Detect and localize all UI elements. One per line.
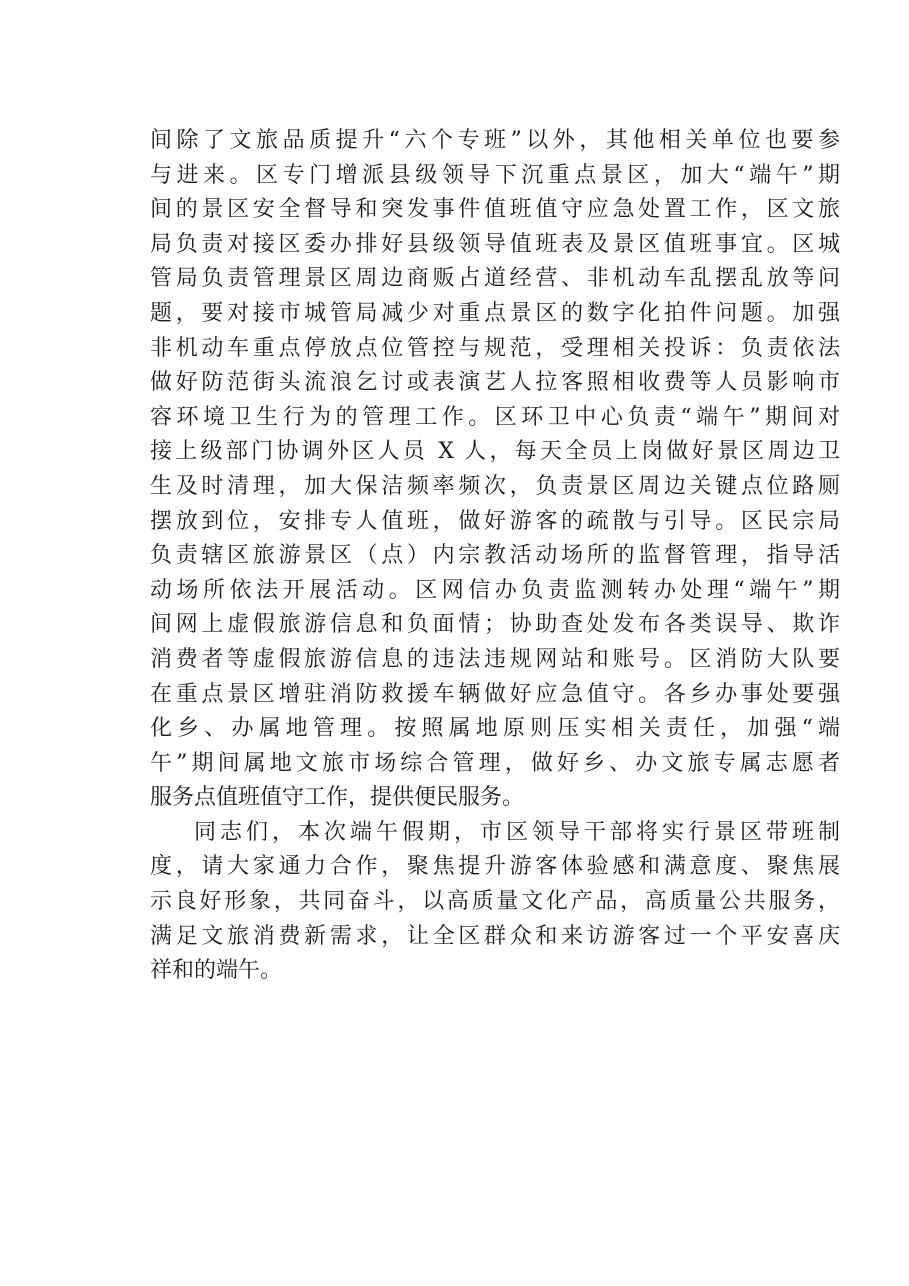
paragraph xyxy=(150,816,840,989)
text-line: 非机动车重点停放点位管控与规范，受理相关投诉：负责依法 xyxy=(150,335,840,361)
text-line: 间的景区安全督导和突发事件值班值守应急处置工作，区文旅 xyxy=(150,197,840,223)
text-line: 动场所依法开展活动。区网信办负责监测转办处理“端午”期 xyxy=(150,577,840,603)
text-line: 满足文旅消费新需求，让全区群众和来访游客过一个平安喜庆 xyxy=(150,923,840,949)
text-line: 间除了文旅品质提升“六个专班”以外，其他相关单位也要参 xyxy=(150,128,840,153)
text-line: 间网上虚假旅游信息和负面情；协助查处发布各类误导、欺诈 xyxy=(150,612,840,638)
text-line: 祥和的端午。 xyxy=(150,958,283,984)
document-body xyxy=(150,124,840,989)
text-line: 消费者等虚假旅游信息的违法违规网站和账号。区消防大队要 xyxy=(150,646,840,672)
text-line: 午”期间属地文旅市场综合管理，做好乡、办文旅专属志愿者 xyxy=(150,750,840,776)
text-line: 局负责对接区委办排好县级领导值班表及景区值班事宜。区城 xyxy=(150,231,840,257)
text-line: 管局负责管理景区周边商贩占道经营、非机动车乱摆乱放等问 xyxy=(150,266,840,292)
text-line: 做好防范街头流浪乞讨或表演艺人拉客照相收费等人员影响市 xyxy=(150,370,840,396)
text-line: 度，请大家通力合作，聚焦提升游客体验感和满意度、聚焦展 xyxy=(150,854,840,880)
text-line: 生及时清理，加大保洁频率频次，负责景区周边关键点位路厕 xyxy=(150,473,840,499)
text-line: 容环境卫生行为的管理工作。区环卫中心负责“端午”期间对 xyxy=(150,404,840,430)
text-line: 负责辖区旅游景区（点）内宗教活动场所的监督管理，指导活 xyxy=(150,543,840,569)
paragraph xyxy=(150,124,840,816)
text-line: 题，要对接市城管局减少对重点景区的数字化拍件问题。加强 xyxy=(150,300,840,326)
text-line: 在重点景区增驻消防救援车辆做好应急值守。各乡办事处要强 xyxy=(150,681,840,707)
text-line: 接上级部门协调外区人员 X 人，每天全员上岗做好景区周边卫 xyxy=(150,439,840,465)
text-line: 服务点值班值守工作，提供便民服务。 xyxy=(150,785,525,811)
text-line: 摆放到位，安排专人值班，做好游客的疏散与引导。区民宗局 xyxy=(150,508,840,534)
text-line: 示良好形象，共同奋斗，以高质量文化产品，高质量公共服务， xyxy=(150,889,840,915)
text-line: 化乡、办属地管理。按照属地原则压实相关责任，加强“端 xyxy=(150,716,840,742)
text-line: 与进来。区专门增派县级领导下沉重点景区，加大“端午”期 xyxy=(150,162,840,188)
text-line: 同志们，本次端午假期，市区领导干部将实行景区带班制 xyxy=(194,819,840,845)
